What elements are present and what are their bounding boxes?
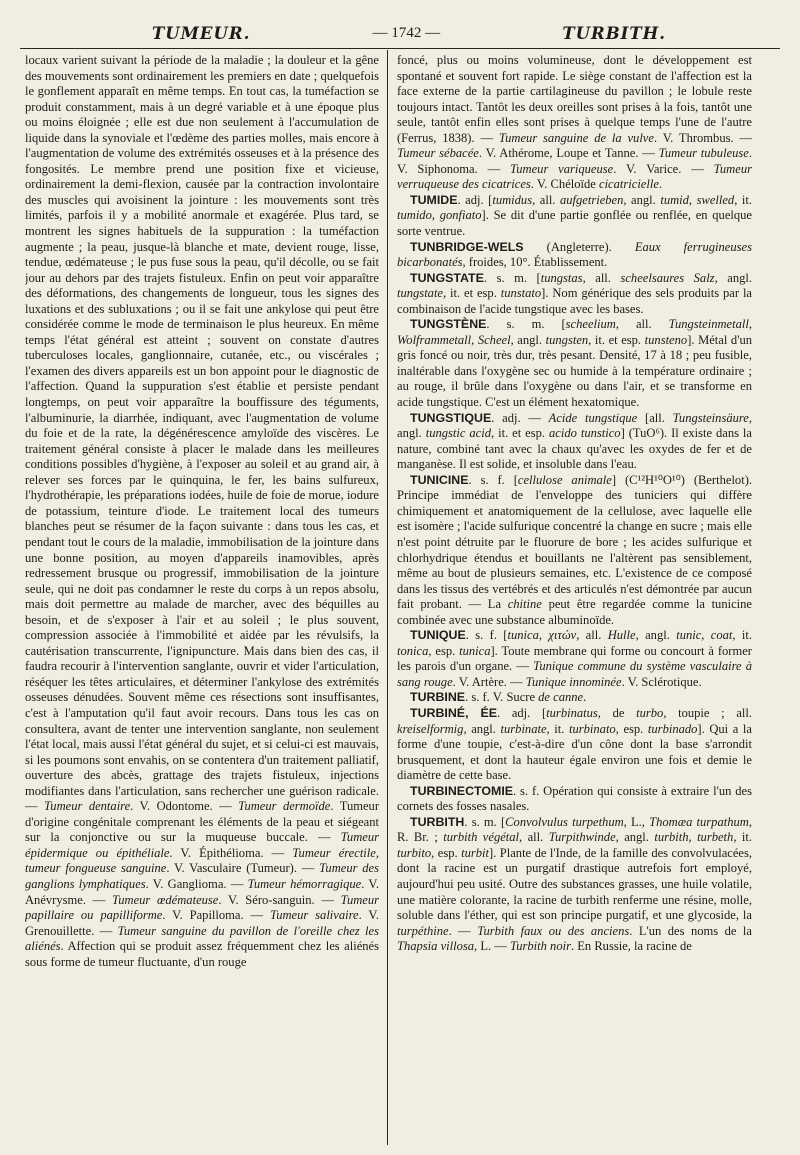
headword: TURBINECTOMIE <box>410 783 514 798</box>
body-text: , it. <box>732 628 752 643</box>
dictionary-entry <box>397 240 752 271</box>
italic-text: kreiselformig <box>397 721 464 736</box>
body-text: . V. Séro-sanguin. — <box>218 892 341 907</box>
body-text: ]. Plante de l'Inde, de la famille des convolvulacées, dont la racine est un purgatif drastique autrefois fort employé, aujourd'hui peu usité. Outre des substances grasses, une huile volatile, une matière colorante, la racine de turbith renferme une résine, molle, soluble dans l'éther, qui est son principe purgatif, et une glycoside, la <box>397 845 752 923</box>
italic-text: turbinado <box>647 721 698 736</box>
body-text: , angl. <box>714 270 752 285</box>
body-text: peut être regardée comme la tunicine combinée avec une substance albuminoïde. <box>397 597 752 627</box>
italic-text: tungstate <box>397 286 444 301</box>
body-text: ]. Nom générique des sels produits par la combinaison de l'acide tungstique avec les bases. <box>397 286 752 316</box>
body-text: . V. Odontome. — <box>130 799 239 814</box>
italic-text: Tumeur érectile, tumeur fongueuse sanguine <box>25 845 379 876</box>
dictionary-entry <box>397 193 752 240</box>
italic-text: tunic, coat <box>676 628 733 643</box>
body-text: . V. Ganglioma. — <box>145 876 248 891</box>
body-text: , all. <box>519 830 549 845</box>
body-text: . V. Épithélioma. — <box>169 845 293 860</box>
italic-text: Turpithwinde <box>548 830 616 845</box>
body-text: , angl. <box>463 721 501 736</box>
body-text: . s. f. [ <box>468 472 518 487</box>
italic-text: tonica <box>397 643 429 658</box>
body-text: . V. Vasculaire (Tumeur). — <box>166 861 320 876</box>
body-text: . Affection qui se produit assez fréquemment chez les aliénés sous forme de tumeur fluctuante, d'un rouge <box>25 939 379 969</box>
italic-text: tumidus <box>492 192 533 207</box>
body-text: , it. et esp. <box>588 332 645 347</box>
headword: TUNICINE <box>410 472 469 487</box>
italic-text: Tumeur sanguine du pavillon de l'oreille chez les aliénés <box>25 923 379 954</box>
italic-text: turbit <box>461 845 489 860</box>
body-text: . s. m. [ <box>483 270 541 285</box>
dictionary-entry <box>397 815 752 955</box>
italic-text: turbito <box>397 845 432 860</box>
italic-text: tungsten <box>545 332 589 347</box>
italic-text: chitine <box>507 597 542 612</box>
body-text: . V. Thrombus. — <box>653 130 752 145</box>
italic-text: cellulose animale <box>517 472 612 487</box>
italic-text: Convolvulus turpethum <box>505 814 624 829</box>
dictionary-entry <box>397 411 752 473</box>
body-text: . V. Papilloma. — <box>162 908 270 923</box>
dictionary-entry <box>397 784 752 815</box>
body-text: . — <box>448 923 478 938</box>
italic-text: tungstas <box>540 270 583 285</box>
body-text: , all. <box>576 628 608 643</box>
italic-text: Acide tungstique <box>548 410 638 425</box>
body-text: , toupie ; all. <box>663 705 752 720</box>
italic-text: tumid, swelled <box>660 192 735 207</box>
italic-text: Tungsteinmetall, Wolframmetall, Scheel <box>397 317 752 347</box>
body-text: foncé, plus ou moins volumineuse, dont le développement est spontané et souvent fort rapide. Le siège constant de l'affection est la face externe de la partie cartilagineuse du pavillon ; le lobule reste toujours intact. Tantôt les deux oreilles sont prises à la fois, tantôt une seule, tantôt enfin elles sont prises à quelque temps l'une de l'autre (Ferrus, 1838). — <box>397 53 752 145</box>
body-text: , L., <box>623 814 650 829</box>
italic-text: Tumeur dermoïde <box>238 799 331 814</box>
header-left-headword: TUMEUR. <box>152 23 251 43</box>
italic-text: turbith végétal <box>443 830 520 845</box>
headword: TUNIQUE <box>410 628 466 643</box>
body-text: , all. <box>532 192 560 207</box>
body-text: . V. Artère. — <box>452 674 526 689</box>
body-text: ] (TuO⁶). Il existe dans la nature, combiné tant avec la chaux qu'avec les oxydes de fer et de manganèse. Il est solide, et insoluble dans l'eau. <box>397 426 752 472</box>
italic-text: scheelium <box>565 317 616 332</box>
italic-text: tungstic acid <box>425 426 491 441</box>
body-text: , esp. <box>431 845 462 860</box>
italic-text: Tumeur sanguine de la vulve <box>498 130 654 145</box>
headword: TUNGSTATE <box>410 270 484 285</box>
body-text: . V. Chéloïde <box>530 177 599 192</box>
italic-text: Tumeur hémorragique <box>247 876 362 891</box>
body-text: ]. Qui a la forme d'une toupie, c'est-à-dire d'un cône dont la base s'arrondit brusquement, et dont la hauteur égale environ une fois et demie le diamètre de cette base. <box>397 721 752 783</box>
italic-text: turpéthine <box>397 923 449 938</box>
italic-text: acido tunstico <box>549 426 621 441</box>
body-text: ]. Toute membrane qui forme ou concourt à former les parois d'un organe. — <box>397 643 752 674</box>
dictionary-entry <box>397 473 752 628</box>
body-text: . s. m. [ <box>464 814 506 829</box>
body-text: , it. <box>733 830 752 845</box>
body-text: , esp. <box>428 643 460 658</box>
italic-text: Turbith noir <box>509 939 571 954</box>
body-text: , all. <box>615 317 669 332</box>
body-text: , froides, 10°. Établissement. <box>462 255 608 270</box>
headword: TURBINE <box>410 690 466 705</box>
italic-text: Tunique commune du système vasculaire à sang rouge <box>397 659 752 689</box>
body-text: , de <box>597 705 637 720</box>
body-text: , angl. <box>510 332 546 347</box>
body-text: , it. et esp. <box>491 426 550 441</box>
continued-paragraph <box>25 53 379 970</box>
body-text: . L'un des noms de la <box>629 923 752 938</box>
italic-text: tunica <box>507 628 539 643</box>
italic-text: scheelsaures Salz <box>620 270 715 285</box>
body-text: , all. <box>582 270 621 285</box>
italic-text: Tumeur variqueuse <box>509 161 614 176</box>
headword: TURBINÉ, ÉE <box>410 705 498 720</box>
body-text: . V. Anévrysme. — <box>25 876 379 907</box>
body-text: , angl. <box>615 830 655 845</box>
italic-text: Tumeur des ganglions lymphatiques <box>25 861 379 891</box>
body-text: ]. Se dit d'une partie gonflée ou renflée, en quelque sorte ventrue. <box>397 208 752 239</box>
italic-text: tunstato <box>500 286 542 301</box>
body-text: . En Russie, la racine de <box>570 939 692 954</box>
body-text: . s. f. V. Sucre <box>465 690 539 705</box>
italic-text: Tunique innominée <box>525 674 622 689</box>
italic-text: Eaux ferrugineuses bicarbonatés <box>397 239 752 270</box>
headword: TUNBRIDGE-WELS <box>410 239 524 254</box>
right-column <box>397 53 752 1147</box>
italic-text: turbo <box>636 705 664 720</box>
body-text: , R. Br. ; <box>397 814 752 845</box>
body-text: . Tumeur d'origine congénitale comprenant les éléments de la peau et siégeant sur la conjonctive ou sur la muqueuse buccale. — <box>25 799 379 845</box>
body-text: , it. <box>734 192 752 207</box>
italic-text: χιτών <box>548 628 577 643</box>
body-text: . V. Athérome, Loupe et Tanne. — <box>478 146 659 161</box>
body-text: , it. et esp. <box>443 286 501 301</box>
body-text: , L. — <box>474 939 510 954</box>
body-text: . adj. — <box>491 410 549 425</box>
italic-text: Tumeur salivaire <box>269 908 359 923</box>
italic-text: Tumeur dentaire <box>44 799 131 814</box>
headword: TUNGSTÈNE <box>410 317 487 332</box>
italic-text: Turbith faux ou des anciens <box>477 923 630 938</box>
body-text: . s. m. [ <box>486 317 566 332</box>
dictionary-entry <box>397 628 752 690</box>
italic-text: turbinato <box>569 721 616 736</box>
italic-text: de canne <box>538 690 584 705</box>
italic-text: turbinate <box>500 721 547 736</box>
italic-text: tumido, gonfiato <box>397 208 482 223</box>
headword: TUMIDE <box>410 192 458 207</box>
italic-text: tunica <box>459 643 491 658</box>
italic-text: Hulle <box>607 628 636 643</box>
italic-text: Tumeur papillaire ou papilliforme <box>25 892 379 923</box>
italic-text: Tungsteinsäure <box>672 410 749 425</box>
body-text: [all. <box>637 410 673 425</box>
italic-text: Tumeur sébacée <box>397 146 479 161</box>
italic-text: Thapsia villosa <box>397 939 475 954</box>
italic-text: Tumeur verruqueuse des cicatrices <box>397 161 752 192</box>
body-text: , it. <box>546 721 569 736</box>
body-text: ]. Métal d'un gris foncé ou noir, très dur, très pesant. Densité, 17 à 18 ; peu fusible, inaltérable dans l'oxygène sec ou humide à la température ordinaire ; au rouge, il brûle dans l'oxygène ou dans l'air, et se transforme en acide tungstique. C'est un élément hexatomique. <box>397 332 752 410</box>
page-number: — 1742 — <box>372 24 441 41</box>
continued-paragraph <box>397 53 752 193</box>
headword: TUNGSTIQUE <box>410 410 492 425</box>
body-text: (Angleterre). <box>523 239 635 254</box>
body-text: , angl. <box>397 410 752 441</box>
italic-text: turbith, turbeth <box>654 830 734 845</box>
body-text: . V. Grenouillette. — <box>25 908 379 938</box>
body-text: , <box>538 628 549 643</box>
italic-text: Tumeur tubuleuse <box>658 146 749 161</box>
dictionary-entry <box>397 690 752 706</box>
italic-text: Tumeur épidermique ou épithéliale <box>25 830 379 860</box>
dictionary-entry <box>397 271 752 318</box>
body-text: . adj. [ <box>497 705 547 720</box>
body-text: . adj. [ <box>457 192 493 207</box>
italic-text: tunsteno <box>644 332 688 347</box>
body-text: , esp. <box>615 721 648 736</box>
italic-text: aufgetrieben <box>559 192 624 207</box>
column-divider <box>387 50 388 1145</box>
body-text: ] (C¹²H¹⁰O¹⁰) (Berthelot). Principe immédiat de l'enveloppe des tuniciers qui diffère chimiquement et anatomiquement de la cellulose, avec laquelle elle est isomère ; l'acide sulfurique concentré la change en sucre ; mais elle n'est point détruite par le fluorure de bore ; les acides sulfurique et chlorhydrique étendus et bouillants ne l'altèrent pas sensiblement, même au bout de plusieurs semaines, etc. L'existence de ce composé dans les tissus des vertébrés et des articulés n'est démontrée par aucun fait probant. — La <box>397 472 752 612</box>
body-text: , angl. <box>623 192 661 207</box>
body-text: . <box>658 177 663 192</box>
header-right-headword: TURBITH. <box>562 23 666 43</box>
body-text: . s. f. [ <box>465 628 508 643</box>
italic-text: cicatricielle <box>599 177 659 192</box>
body-text: . s. f. Opération qui consiste à extraire l'un des cornets des fosses nasales. <box>397 783 752 814</box>
body-text: . V. Siphonoma. — <box>397 146 752 176</box>
body-text: , angl. <box>635 628 677 643</box>
left-column <box>25 53 379 1147</box>
italic-text: Thomæa turpathum <box>649 814 749 829</box>
body-text: . V. Varice. — <box>613 161 714 176</box>
italic-text: turbinatus <box>546 705 598 720</box>
body-text: . V. Sclérotique. <box>621 674 702 689</box>
italic-text: Tumeur œdémateuse <box>111 892 219 907</box>
body-text: . <box>583 690 587 705</box>
body-text: locaux varient suivant la période de la maladie ; la douleur et la gêne des mouvements sont ordinairement les premiers en date ; quelquefois le gonflement apparaît en même temps. En tout cas, la tuméfaction se produit constamment, mais à un degré variable et à une époque plus ou moins éloignée ; elle est due non seulement à l'accumulation de liquide dans la synoviale et l'œdème des parties molles, mais encore à l'augmentation de volume des extrémités osseuses et à la présence des fongosités. Le membre prend une position fixe et vicieuse, ordinairement la demi-flexion, causée par la contraction involontaire des muscles qui avoisinent la jointure : les mouvements sont très limités, parfois il y a mobilité anormale et exagérée. Plus tard, se montrent les signes habituels de la suppuration : la tuméfaction augmente ; la peau, jusque-là blanche et mate, devient rouge, lisse, tendue, œdémateuse ; le pus fuse sous la peau, qu'il décolle, ou se fait jour au dehors par des trajets fistuleux. Enfin on peut voir apparaître des déformations, des changements de longueur, tous les signes des luxations et des subluxations ; ou il se fait une ankylose qui peut être considérée comme le mode de terminaison le plus heureux. En même temps l'état général est atteint ; souvent on constate d'autres tuberculoses locales, ganglionnaire, cutanée, etc., ou viscérales ; l'examen des divers appareils est un bon appoint pour le diagnostic de l'affection. Quand la suppuration s'est établie et persiste pendant longtemps, on peut voir apparaître la bouffissure des téguments, l'albuminurie, la diarrhée, indiquant, avec l'augmentation de volume du foie et de la rate, la dégénérescence amyloïde des viscères. Le traitement général consiste à placer le malade dans les meilleures conditions possibles d'hygiène, à l'exposer au soleil et au grand air, à relever ses forces par le quinquina, le fer, les bains sulfureux, l'hydrothérapie, les préparations iodées, huile de foie de morue, iodure de potassium, teinture d'iode. Le traitement local des tumeurs blanches peut se résumer de la façon suivante : dans tous les cas, et pendant tout le cours de la maladie, immobilisation de la jointure dans une bonne position, au moyen d'appareils inamovibles, après redressement brusque ou progressif, immobilisation de la jointure seule, qui ne doit pas condamner le reste du corps à un repos absolu, mais doit permettre au malade de marcher, avec des béquilles au besoin, et de s'exposer à l'air et au soleil ; le plus souvent, compression associée à l'immobilité et aidée par les révulsifs, la cautérisation transcurrente, l'ignipuncture. Mais dans bien des cas, il faudra recourir à l'intervention sanglante, ouvrir et vider l'articulation, réséquer les têtes articulaires, et déterminer l'ankylose des extrémités osseuses dénudées. Souvent même ces résections sont insuffisantes, c'est à l'amputation qu'il faut avoir recours. Dans tous les cas on consultera, avant de tenter une intervention sanglante, non seulement l'état local, mais aussi l'état général du sujet, et si celui-ci est mauvais, si les poumons sont envahis, on se contentera d'un traitement palliatif, ouverture des abcès, grattage des trajets fistuleux, injections modifiantes dans l'articulation, sans rechercher une guérison radicale. — <box>25 53 379 814</box>
dictionary-entry <box>397 317 752 410</box>
headword: TURBITH <box>410 814 465 829</box>
running-header <box>20 18 780 49</box>
dictionary-entry <box>397 706 752 784</box>
